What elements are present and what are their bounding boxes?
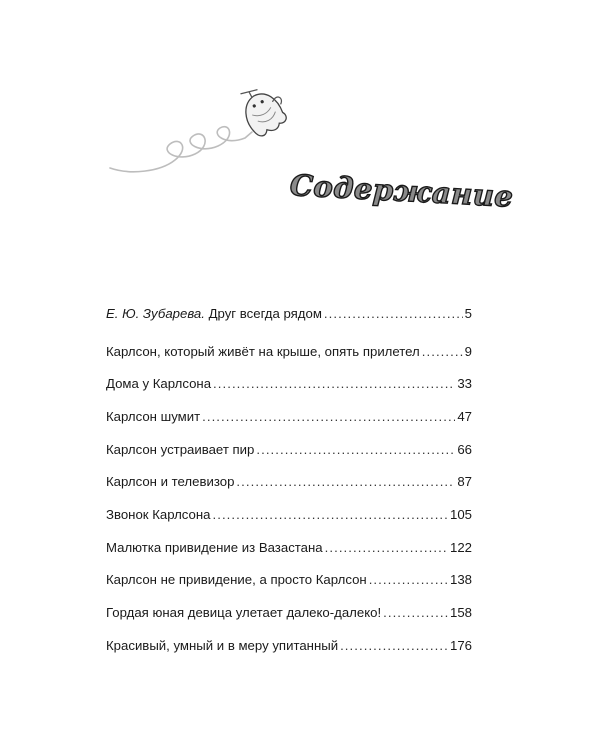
toc-entry-title: Гордая юная девица улетает далеко-далеко! bbox=[106, 605, 382, 620]
dot-leader bbox=[325, 536, 448, 560]
toc-entry[interactable] bbox=[106, 438, 472, 462]
dot-leader bbox=[422, 340, 463, 364]
flying-ghost-illustration bbox=[0, 0, 600, 260]
toc-entry-page: 176 bbox=[449, 638, 472, 653]
toc-entry-title: Карлсон устраивает пир bbox=[106, 442, 255, 457]
toc-entry-title: Красивый, умный и в меру упитанный bbox=[106, 638, 339, 653]
toc-entry-title: Карлсон, который живёт на крыше, опять прилетел bbox=[106, 344, 420, 359]
toc-entry-title: Малютка привидение из Вазастана bbox=[106, 540, 323, 555]
dot-leader bbox=[324, 302, 463, 326]
toc-entry-page: 87 bbox=[457, 474, 472, 489]
dot-leader bbox=[213, 503, 448, 527]
dot-leader bbox=[369, 568, 448, 592]
toc-entry-page: 138 bbox=[449, 572, 472, 587]
toc-entry-page: 5 bbox=[464, 306, 472, 321]
toc-entry-title: Карлсон шумит bbox=[106, 409, 201, 424]
toc-entry-title: Карлсон и телевизор bbox=[106, 474, 235, 489]
toc-entry[interactable] bbox=[106, 470, 472, 494]
toc-entry[interactable] bbox=[106, 536, 472, 560]
toc-entry[interactable] bbox=[106, 503, 472, 527]
flight-trail-icon bbox=[110, 127, 252, 172]
toc-entry[interactable] bbox=[106, 340, 472, 364]
toc-entry-title: Карлсон не привидение, а просто Карлсон bbox=[106, 572, 367, 587]
toc-entry-page: 47 bbox=[457, 409, 472, 424]
toc-entry[interactable] bbox=[106, 601, 472, 625]
dot-leader bbox=[340, 634, 448, 658]
page-title: Содержание bbox=[289, 168, 515, 214]
toc-entry-page: 33 bbox=[457, 376, 472, 391]
toc-entry[interactable] bbox=[106, 372, 472, 396]
toc-entry-page: 158 bbox=[449, 605, 472, 620]
dot-leader bbox=[202, 405, 455, 429]
dot-leader bbox=[383, 601, 448, 625]
toc-entry-page: 9 bbox=[464, 344, 472, 359]
dot-leader bbox=[213, 372, 455, 396]
toc-entry-page: 122 bbox=[449, 540, 472, 555]
toc-entry-title: Дома у Карлсона bbox=[106, 376, 212, 391]
toc-entry[interactable] bbox=[106, 634, 472, 658]
toc-entry[interactable] bbox=[106, 302, 472, 326]
toc-entry[interactable] bbox=[106, 568, 472, 592]
dot-leader bbox=[236, 470, 455, 494]
ghost-icon bbox=[235, 78, 293, 139]
toc-entry-title: Е. Ю. Зубарева. Друг всегда рядом bbox=[106, 306, 322, 321]
toc-entry-author: Е. Ю. Зубарева. bbox=[106, 306, 205, 321]
toc-entry[interactable] bbox=[106, 405, 472, 429]
toc-entry-page: 66 bbox=[457, 442, 472, 457]
toc-entry-page: 105 bbox=[449, 507, 472, 522]
dot-leader bbox=[256, 438, 455, 462]
toc-entry-title: Звонок Карлсона bbox=[106, 507, 211, 522]
